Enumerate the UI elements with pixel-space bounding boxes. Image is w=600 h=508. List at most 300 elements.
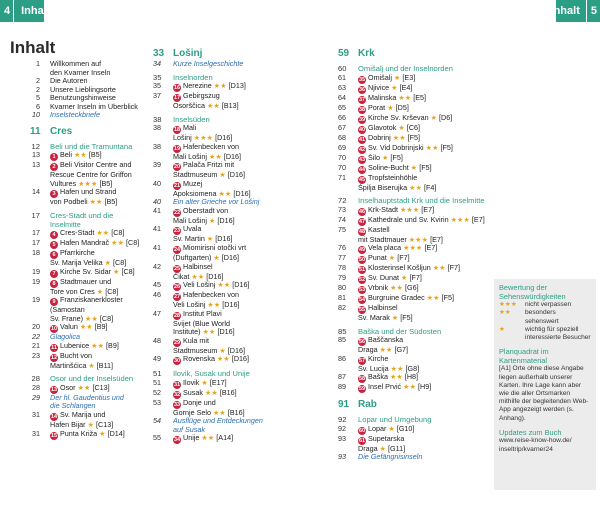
- rating-stars: ★: [381, 153, 389, 162]
- sight-marker-icon: 46: [358, 208, 366, 215]
- toc-entry[interactable]: [153, 180, 323, 190]
- rating-stars: ★★: [85, 314, 98, 323]
- toc-entry[interactable]: [30, 259, 140, 268]
- toc-entry[interactable]: [30, 77, 140, 86]
- sight-marker-icon: 43: [358, 156, 366, 163]
- rating-stars: ★: [388, 254, 396, 263]
- toc-entry[interactable]: [338, 274, 490, 284]
- sight-marker-icon: 15: [50, 432, 58, 439]
- rating-stars: ★★: [403, 383, 417, 392]
- sight-marker-icon: 38: [358, 106, 366, 113]
- toc-entry[interactable]: [30, 375, 140, 384]
- rating-stars: ★: [104, 259, 112, 268]
- sight-marker-icon: 59: [358, 386, 366, 393]
- page-number: 48: [153, 335, 161, 345]
- toc-entry[interactable]: [153, 82, 323, 92]
- entry-title: Inselhauptstadt Krk und die Inselmitte: [358, 197, 485, 206]
- page-number: 11: [30, 125, 41, 137]
- page-number: 51: [153, 377, 161, 387]
- rating-stars: ★: [401, 274, 408, 283]
- map-grid-text: [A1] Orte ohne diese Angabe liegen außerhalb unserer Karten. Ihre Lage kann aber wie die aller Ortsmarken mithilfe der begleitenden Web-App angezeigt werden (s. Anhang).: [499, 365, 589, 422]
- toc-entry[interactable]: [153, 171, 323, 180]
- toc-entry[interactable]: [153, 328, 323, 337]
- toc-entry[interactable]: [30, 103, 140, 112]
- sight-marker-icon: 8: [50, 280, 58, 288]
- rating-stars: ★: [87, 421, 95, 430]
- entry-title: 61 Supetarska: [358, 434, 405, 444]
- entry-title: Mali Lošinj ★ [D16]: [173, 216, 235, 225]
- page-number: 33: [153, 48, 165, 59]
- entry-title: Stadtmuseum ★ [D16]: [173, 171, 245, 180]
- sight-marker-icon: 18: [173, 127, 181, 134]
- page-number: 41: [153, 243, 161, 253]
- toc-entry[interactable]: [153, 337, 323, 347]
- page-number: 65: [338, 102, 346, 112]
- rating-stars: ★★: [207, 301, 221, 310]
- entry-title: von Podbeli ★★ [B5]: [50, 198, 118, 207]
- legend-label: interessierte Besucher: [525, 334, 591, 341]
- page-number: 52: [153, 387, 161, 397]
- sight-marker-icon: 17: [173, 95, 181, 102]
- sight-marker-icon: 44: [358, 166, 366, 173]
- entry-title: 32 Susak ★★ [B16]: [173, 388, 237, 398]
- toc-entry[interactable]: [30, 239, 140, 249]
- entry-title: Osor und der Inselsüden: [50, 375, 134, 384]
- toc-entry[interactable]: [153, 263, 323, 273]
- toc-entry[interactable]: [153, 60, 323, 69]
- toc-entry[interactable]: [30, 60, 140, 69]
- toc-entry[interactable]: [338, 164, 490, 174]
- toc-entry[interactable]: [153, 207, 323, 217]
- entry-title: Rescue Centre for Griffon: [50, 171, 132, 180]
- entry-title: 44 Soline-Bucht ★ [F5]: [358, 163, 432, 173]
- page-number: 81: [338, 293, 346, 303]
- page-number: 51: [153, 369, 162, 379]
- toc-entry[interactable]: [338, 184, 490, 193]
- sight-marker-icon: 56: [358, 339, 366, 346]
- page-number: 63: [338, 82, 346, 92]
- toc-entry[interactable]: [153, 389, 323, 399]
- toc-entry[interactable]: [153, 281, 323, 291]
- toc-entry[interactable]: [338, 197, 490, 206]
- toc-entry[interactable]: [153, 116, 323, 125]
- page-number: [30, 362, 50, 371]
- toc-entry[interactable]: [30, 315, 140, 324]
- entry-title: 35 Omišalj ★ [E3]: [358, 73, 416, 83]
- entry-title: 33 Donje und: [173, 398, 216, 408]
- toc-entry[interactable]: [338, 134, 490, 144]
- toc-entry[interactable]: [30, 111, 140, 120]
- toc-entry[interactable]: [338, 84, 490, 94]
- toc-entry[interactable]: [338, 328, 490, 337]
- sight-marker-icon: 35: [358, 76, 366, 83]
- toc-entry[interactable]: [30, 362, 140, 371]
- entry-title: Beli und die Tramuntana: [50, 142, 133, 151]
- page-number: 68: [338, 132, 346, 142]
- toc-entry[interactable]: [338, 216, 490, 226]
- toc-entry[interactable]: [338, 453, 490, 462]
- page-number: 76: [338, 243, 346, 253]
- entry-title: Krk: [358, 48, 375, 59]
- toc-entry[interactable]: [30, 402, 140, 411]
- toc-entry[interactable]: [338, 104, 490, 114]
- toc-entry[interactable]: [338, 416, 490, 425]
- header-left-label: Inhalt: [21, 5, 51, 17]
- toc-entry[interactable]: [338, 264, 490, 274]
- page-number: 31: [32, 410, 40, 420]
- toc-entry[interactable]: [338, 373, 490, 383]
- toc-entry[interactable]: [338, 336, 490, 346]
- toc-entry[interactable]: [30, 229, 140, 239]
- entry-title: Inselsteckbriefe: [50, 111, 100, 120]
- rating-stars: ★★: [390, 284, 403, 293]
- toc-entry[interactable]: [153, 92, 323, 102]
- page-number: 61: [338, 72, 346, 82]
- toc-entry[interactable]: [338, 74, 490, 84]
- toc-entry[interactable]: [338, 206, 490, 216]
- toc-entry[interactable]: [153, 124, 323, 134]
- page-number: 87: [338, 372, 346, 382]
- page-number: 40: [153, 197, 161, 207]
- toc-entry[interactable]: [153, 153, 323, 162]
- entry-title: 51 Klosterinsel Košljun ★★ [F7]: [358, 264, 461, 274]
- page-number: 28: [32, 382, 40, 392]
- rating-stars: ★★: [379, 346, 393, 355]
- toc-entry[interactable]: [30, 384, 140, 394]
- entry-title: 29 Kula mit: [173, 336, 209, 346]
- toc-entry[interactable]: [153, 217, 323, 226]
- toc-entry[interactable]: [30, 342, 140, 352]
- sight-marker-icon: 52: [358, 277, 366, 284]
- entry-title: Apoksiomena ★★ [D16]: [173, 189, 251, 198]
- toc-entry[interactable]: [153, 310, 323, 320]
- rating-stars: ★★: [202, 328, 216, 337]
- entry-title: (Samostan: [50, 306, 85, 315]
- divider: [586, 0, 587, 22]
- toc-entry[interactable]: [30, 198, 140, 207]
- sight-marker-icon: 29: [173, 339, 181, 346]
- entry-title: 59 Insel Prvić ★★ [H9]: [358, 383, 432, 393]
- rating-heading: Bewertung der Sehenswürdigkeiten: [499, 283, 566, 301]
- entry-title: Kurze Inselgeschichte: [173, 60, 244, 68]
- sight-marker-icon: 50: [358, 257, 366, 264]
- toc-entry[interactable]: [153, 161, 323, 171]
- rating-stars: ★: [113, 267, 120, 276]
- entry-title: Lošinj: [173, 48, 203, 59]
- page-number: 86: [338, 353, 346, 363]
- toc-entry[interactable]: [338, 94, 490, 104]
- toc-entry[interactable]: [338, 154, 490, 164]
- rating-stars: ★: [208, 216, 216, 225]
- page-number: 45: [153, 280, 161, 290]
- sight-marker-icon: 10: [50, 326, 58, 333]
- entry-title: Lošinj ★★★ [D16]: [173, 134, 233, 143]
- page-number: 17: [32, 228, 40, 238]
- updates-url-2[interactable]: inseltrip/kvarner24: [499, 445, 553, 453]
- page-title: Inhalt: [10, 38, 56, 57]
- page-number: 13: [32, 160, 40, 170]
- toc-entry[interactable]: [30, 296, 140, 306]
- toc-entry[interactable]: [30, 212, 140, 221]
- rating-stars: ★★★: [78, 179, 98, 188]
- entry-title: 4 Cres-Stadt ★★ [C8]: [50, 229, 140, 239]
- rating-stars: ★: [499, 325, 505, 333]
- entry-title: Inselsüden: [173, 115, 210, 124]
- entry-title: Svijet (Blue World: [173, 319, 230, 328]
- entry-title: 5 Hafen Mandrač ★★ [C8]: [50, 239, 140, 249]
- updates-heading: Updates zum Buch: [499, 427, 562, 437]
- entry-title: Stadtmuseum ★ [D16]: [173, 346, 245, 355]
- page-number: 53: [153, 397, 161, 407]
- sight-marker-icon: 16: [173, 85, 181, 92]
- page-number: 54: [153, 416, 161, 426]
- entry-title: Mali Lošinj ★★ [D16]: [173, 152, 242, 161]
- toc-entry[interactable]: [30, 249, 140, 259]
- toc-entry[interactable]: [30, 323, 140, 333]
- toc-column-3: [338, 42, 490, 462]
- rating-stars: ★★: [206, 102, 220, 111]
- rating-stars: ★★: [213, 82, 227, 91]
- toc-entry[interactable]: [338, 314, 490, 323]
- page-number: [338, 184, 358, 193]
- page-number: [30, 198, 50, 207]
- toc-entry[interactable]: [30, 180, 140, 189]
- toc-entry[interactable]: [338, 226, 490, 236]
- sight-marker-icon: 20: [173, 164, 181, 171]
- entry-title: 34 Unije ★★ [A14]: [173, 434, 234, 444]
- entry-title: 10 Valun ★★ [B9]: [50, 323, 108, 333]
- page-number: 14: [32, 187, 40, 197]
- entry-title: 14 Sv. Marija und: [50, 411, 106, 421]
- toc-entry[interactable]: [153, 409, 323, 418]
- toc-entry[interactable]: [30, 333, 140, 342]
- toc-entry[interactable]: [153, 273, 323, 282]
- entry-title: 21 Muzej: [173, 179, 203, 189]
- toc-entry[interactable]: [30, 278, 140, 288]
- page-number: 92: [338, 423, 346, 433]
- page-number: 46: [153, 290, 161, 300]
- toc-entry[interactable]: [153, 399, 323, 409]
- page-number: 71: [338, 172, 346, 182]
- toc-entry[interactable]: [338, 114, 490, 124]
- rating-stars: ★: [391, 83, 398, 92]
- rating-stars: ★★: [91, 341, 105, 350]
- updates-url-1[interactable]: www.reise-know-how.de/: [499, 437, 572, 445]
- page-number: 55: [153, 433, 161, 443]
- entry-title: Lopar und Umgebung: [358, 416, 432, 425]
- entry-title: mit Stadtmauer ★★★ [E7]: [358, 235, 443, 244]
- toc-entry[interactable]: [30, 171, 140, 180]
- toc-entry[interactable]: [338, 236, 490, 245]
- page-number: 31: [32, 428, 40, 438]
- toc-entry[interactable]: [338, 144, 490, 154]
- sight-marker-icon: 13: [50, 386, 58, 393]
- toc-entry[interactable]: [153, 370, 323, 379]
- page-number: 12: [31, 141, 40, 151]
- toc-entry[interactable]: [338, 346, 490, 355]
- entry-title: 42 Sv. Vid Dobrinjski ★★ [F5]: [358, 143, 453, 153]
- sight-marker-icon: 39: [358, 116, 366, 123]
- page-number: 1: [36, 59, 40, 68]
- entry-title: Ausflüge und Entdeckungen: [173, 417, 263, 426]
- toc-entry[interactable]: [30, 188, 140, 198]
- page-number: 38: [153, 114, 162, 124]
- entry-title: Čikat ★★ [D16]: [173, 272, 224, 281]
- sight-marker-icon: 61: [358, 437, 366, 444]
- toc-entry[interactable]: [338, 48, 490, 60]
- toc-entry[interactable]: [30, 69, 140, 78]
- sight-marker-icon: 12: [50, 354, 58, 361]
- toc-entry[interactable]: [30, 430, 140, 440]
- toc-entry[interactable]: [338, 365, 490, 374]
- entry-title: Sv. Martin ★ [D16]: [173, 235, 233, 244]
- legend-row: [499, 326, 591, 334]
- entry-title: Martinšćica ★ [B11]: [50, 361, 114, 370]
- toc-entry[interactable]: [30, 268, 140, 278]
- page-number: 60: [338, 64, 347, 73]
- toc-entry[interactable]: [153, 347, 323, 356]
- toc-entry[interactable]: [338, 445, 490, 454]
- toc-entry[interactable]: [338, 124, 490, 134]
- toc-entry[interactable]: [153, 320, 323, 329]
- toc-entry[interactable]: [30, 306, 140, 315]
- toc-entry[interactable]: [153, 254, 323, 263]
- entry-title: Baška und der Südosten: [358, 327, 442, 336]
- toc-entry[interactable]: [338, 244, 490, 254]
- toc-entry[interactable]: [30, 411, 140, 421]
- page-number: 75: [338, 224, 346, 234]
- toc-entry[interactable]: [153, 143, 323, 153]
- toc-entry[interactable]: [153, 74, 323, 83]
- header-left: [0, 0, 51, 22]
- sight-marker-icon: 27: [173, 294, 181, 301]
- toc-entry[interactable]: [153, 48, 323, 60]
- sight-marker-icon: 30: [173, 358, 181, 365]
- entry-title: 39 Kirche Sv. Krševan ★ [D6]: [358, 113, 453, 123]
- rating-stars: ★: [410, 163, 418, 172]
- page-number: 17: [31, 211, 40, 221]
- toc-entry[interactable]: [30, 143, 140, 152]
- page-number: [153, 320, 173, 329]
- toc-entry[interactable]: [30, 151, 140, 161]
- page-number: 38: [153, 123, 161, 133]
- legend-label: besonders sehenswert: [525, 309, 559, 325]
- toc-entry[interactable]: [30, 126, 140, 138]
- rating-stars: ★★: [204, 388, 218, 397]
- entry-title: 54 Burgruine Gradec ★★ [F5]: [358, 294, 455, 304]
- page-number: 23: [32, 350, 40, 360]
- toc-entry[interactable]: [153, 301, 323, 310]
- sight-marker-icon: 2: [50, 163, 58, 171]
- page-number: 69: [338, 142, 346, 152]
- rating-stars: ★★★: [193, 134, 214, 143]
- toc-entry[interactable]: [30, 94, 140, 103]
- entry-title: 38 Porat ★ [D5]: [358, 103, 409, 113]
- toc-entry[interactable]: [338, 355, 490, 365]
- entry-title: Osorščica ★★ [B13]: [173, 102, 239, 111]
- rating-stars: ★★★: [408, 235, 429, 244]
- page-number: 93: [338, 452, 346, 462]
- legend-label: nicht verpassen: [525, 301, 572, 309]
- entry-title: Gornje Selo ★★ [B16]: [173, 408, 245, 417]
- page-number: 91: [338, 399, 350, 411]
- toc-entry[interactable]: [338, 65, 490, 74]
- entry-title: 26 Veli Lošinj ★★ [D16]: [173, 281, 250, 291]
- page-number: 34: [153, 59, 161, 68]
- rating-stars: ★★: [73, 151, 87, 160]
- entry-title: auf Susak: [173, 425, 205, 434]
- sight-marker-icon: 14: [50, 414, 58, 421]
- toc-entry[interactable]: [338, 435, 490, 445]
- toc-entry[interactable]: [30, 352, 140, 362]
- toc-entry[interactable]: [153, 244, 323, 254]
- toc-entry[interactable]: [153, 417, 323, 426]
- toc-entry[interactable]: [153, 379, 323, 389]
- sight-marker-icon: 42: [358, 146, 366, 153]
- page-number: [30, 171, 50, 180]
- toc-entry[interactable]: [338, 294, 490, 304]
- toc-entry[interactable]: [153, 134, 323, 143]
- toc-entry[interactable]: [30, 288, 140, 297]
- page-number: 70: [338, 162, 346, 172]
- toc-entry[interactable]: [338, 399, 490, 411]
- sight-marker-icon: 33: [173, 401, 181, 408]
- rating-stars: ★★: [392, 133, 406, 142]
- toc-entry[interactable]: [30, 221, 140, 230]
- entry-title: 9 Franziskanerkloster: [50, 296, 140, 306]
- rating-stars: ★★: [96, 229, 110, 238]
- entry-title: Benutzungshinweise: [50, 94, 116, 103]
- toc-entry[interactable]: [153, 355, 323, 365]
- rating-stars: ★: [430, 113, 438, 122]
- toc-entry[interactable]: [338, 174, 490, 184]
- sight-marker-icon: 54: [358, 297, 366, 304]
- toc-entry[interactable]: [153, 434, 323, 444]
- toc-entry[interactable]: [153, 235, 323, 244]
- entry-title: Ilovik, Susak und Unije: [173, 370, 250, 379]
- toc-entry[interactable]: [153, 190, 323, 199]
- sight-marker-icon: 23: [173, 228, 181, 235]
- toc-entry[interactable]: [153, 102, 323, 111]
- toc-entry[interactable]: [338, 383, 490, 393]
- toc-entry[interactable]: [30, 161, 140, 171]
- page-number: 13: [32, 150, 40, 160]
- legend-row: [499, 334, 591, 342]
- entry-title: 11 Lubenice ★★ [B9]: [51, 341, 119, 351]
- toc-entry[interactable]: [30, 86, 140, 95]
- header-right-label: Inhalt: [550, 5, 580, 17]
- page-number: 82: [338, 303, 346, 313]
- toc-entry[interactable]: [338, 284, 490, 294]
- toc-entry[interactable]: [338, 254, 490, 264]
- toc-entry[interactable]: [30, 421, 140, 430]
- rating-stars: ★★★: [403, 244, 423, 253]
- toc-entry[interactable]: [153, 426, 323, 435]
- entry-title: 49 Vela placa ★★★ [E7]: [358, 244, 438, 254]
- toc-entry[interactable]: [153, 225, 323, 235]
- toc-entry[interactable]: [338, 425, 490, 435]
- rating-stars: ★★: [89, 198, 103, 207]
- entry-title: 45 Tropfsteinhöhle: [358, 173, 418, 183]
- entry-title: 36 Njivice ★ [E4]: [358, 83, 413, 93]
- rating-stars: ★★: [409, 183, 423, 192]
- toc-entry[interactable]: [338, 304, 490, 314]
- toc-entry[interactable]: [153, 198, 323, 207]
- toc-entry[interactable]: [30, 394, 140, 403]
- entry-title: Willkommen auf: [50, 60, 102, 68]
- toc-entry[interactable]: [153, 291, 323, 301]
- page-number: [338, 314, 358, 323]
